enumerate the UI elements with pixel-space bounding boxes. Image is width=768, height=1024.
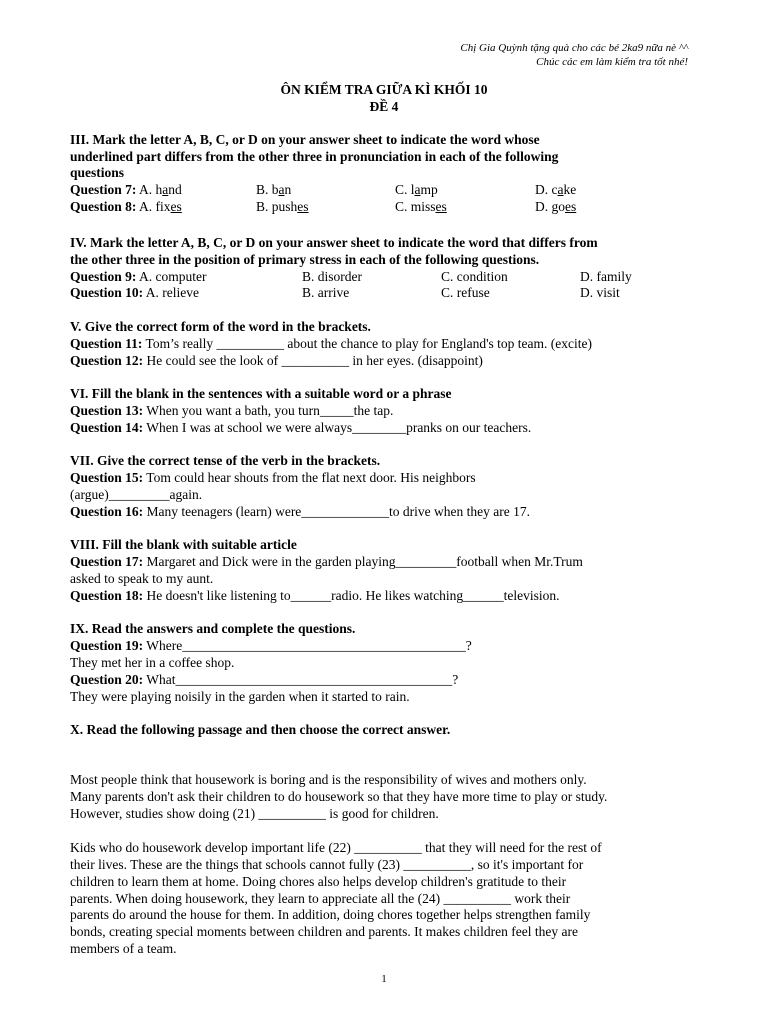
section3-heading-line1: III. Mark the letter A, B, C, or D on your answer sheet to indicate the word whose <box>70 132 540 147</box>
section7-heading: VII. Give the correct tense of the verb in the brackets. <box>70 453 381 468</box>
question-12: Question 12: He could see the look of __________ in her eyes. (disappoint) <box>70 353 483 368</box>
question-19: Question 19: Where__________________________________________? <box>70 638 472 653</box>
passage-p2-line3: children to learn them at home. Doing chores also helps develop children's gratitude to their <box>70 874 567 889</box>
question-9-row <box>70 268 207 285</box>
passage-p2-line7: members of a team. <box>70 941 177 956</box>
question-20: Question 20: What_________________________________________? <box>70 672 459 687</box>
section10-heading: X. Read the following passage and then choose the correct answer. <box>70 722 451 737</box>
page-number: 1 <box>381 973 387 985</box>
question-18: Question 18: He doesn't like listening to______radio. He likes watching______television. <box>70 588 560 603</box>
question-8-row <box>70 198 182 215</box>
section3-heading-line3: questions <box>70 165 125 180</box>
question-7-row <box>70 181 182 198</box>
question-10-row <box>70 284 199 301</box>
section3-heading-line2: underlined part differs from the other three in pronunciation in each of the following <box>70 149 559 164</box>
passage-p1-line2: Many parents don't ask their children to do housework so that they have more time to play or study. <box>70 789 608 804</box>
q7-option-b: B. ban <box>256 182 292 197</box>
passage-p2-line4: parents. When doing housework, they learn to appreciate all the (24) __________ work their <box>70 891 571 906</box>
question-16: Question 16: Many teenagers (learn) were_____________to drive when they are 17. <box>70 504 531 519</box>
question-9-label: Question 9: <box>70 269 137 284</box>
question-17-continued: asked to speak to my aunt. <box>70 571 214 586</box>
question-10-label: Question 10: <box>70 285 144 300</box>
question-11: Question 11: Tom’s really __________ about the chance to play for England's top team. (excite) <box>70 336 593 351</box>
q8-option-a: A. fixes <box>136 199 182 214</box>
question-15: Question 15: Tom could hear shouts from the flat next door. His neighbors <box>70 470 476 485</box>
question-19-answer: They met her in a coffee shop. <box>70 655 235 670</box>
question-20-answer: They were playing noisily in the garden when it started to rain. <box>70 689 410 704</box>
q7-option-a: A. hand <box>136 182 182 197</box>
q10-option-b: B. arrive <box>302 285 350 300</box>
question-14: Question 14: When I was at school we were always________pranks on our teachers. <box>70 420 532 435</box>
q10-option-c: C. refuse <box>441 285 490 300</box>
q10-option-a: A. relieve <box>143 285 199 300</box>
passage-p2-line2: their lives. These are the things that schools cannot fully (23) __________, so it's important for <box>70 857 584 872</box>
q8-option-c: C. misses <box>395 199 447 214</box>
q7-option-c: C. lamp <box>395 182 438 197</box>
q8-option-d: D. goes <box>535 199 577 214</box>
header-note-line2: Chúc các em làm kiểm tra tốt nhé! <box>536 56 688 68</box>
passage-p2-line6: bonds, creating special moments between children and parents. It makes children feel they are <box>70 924 578 939</box>
document-title: ÔN KIỂM TRA GIỮA KÌ KHỐI 10 <box>280 82 488 97</box>
section4-heading-line2: the other three in the position of primary stress in each of the following questions. <box>70 252 540 267</box>
q10-option-d: D. visit <box>580 285 620 300</box>
header-note-line1: Chị Gia Quỳnh tặng quà cho các bé 2ka9 nữa nè ^^ <box>460 42 688 54</box>
section9-heading: IX. Read the answers and complete the questions. <box>70 621 356 636</box>
question-8-label: Question 8: <box>70 199 137 214</box>
q9-option-a: A. computer <box>136 269 207 284</box>
section8-heading: VIII. Fill the blank with suitable article <box>70 537 297 552</box>
passage-p2-line5: parents do around the house for them. In addition, doing chores together helps strengthen family <box>70 907 591 922</box>
q7-option-d: D. cake <box>535 182 577 197</box>
section6-heading: VI. Fill the blank in the sentences with a suitable word or a phrase <box>70 386 452 401</box>
question-17: Question 17: Margaret and Dick were in the garden playing_________football when Mr.Trum <box>70 554 583 569</box>
question-15-continued: (argue)_________again. <box>70 487 203 502</box>
passage-p2-line1: Kids who do housework develop important life (22) __________ that they will need for the rest of <box>70 840 602 855</box>
q9-option-d: D. family <box>580 269 632 284</box>
passage-p1-line1: Most people think that housework is boring and is the responsibility of wives and mothers only. <box>70 772 587 787</box>
q9-option-c: C. condition <box>441 269 508 284</box>
section5-heading: V. Give the correct form of the word in the brackets. <box>70 319 371 334</box>
passage-p1-line3: However, studies show doing (21) __________ is good for children. <box>70 806 439 821</box>
question-13: Question 13: When you want a bath, you turn_____the tap. <box>70 403 394 418</box>
q9-option-b: B. disorder <box>302 269 362 284</box>
q8-option-b: B. pushes <box>256 199 309 214</box>
question-7-label: Question 7: <box>70 182 137 197</box>
document-subtitle: ĐỀ 4 <box>369 99 399 114</box>
section4-heading-line1: IV. Mark the letter A, B, C, or D on your answer sheet to indicate the word that differs from <box>70 235 598 250</box>
